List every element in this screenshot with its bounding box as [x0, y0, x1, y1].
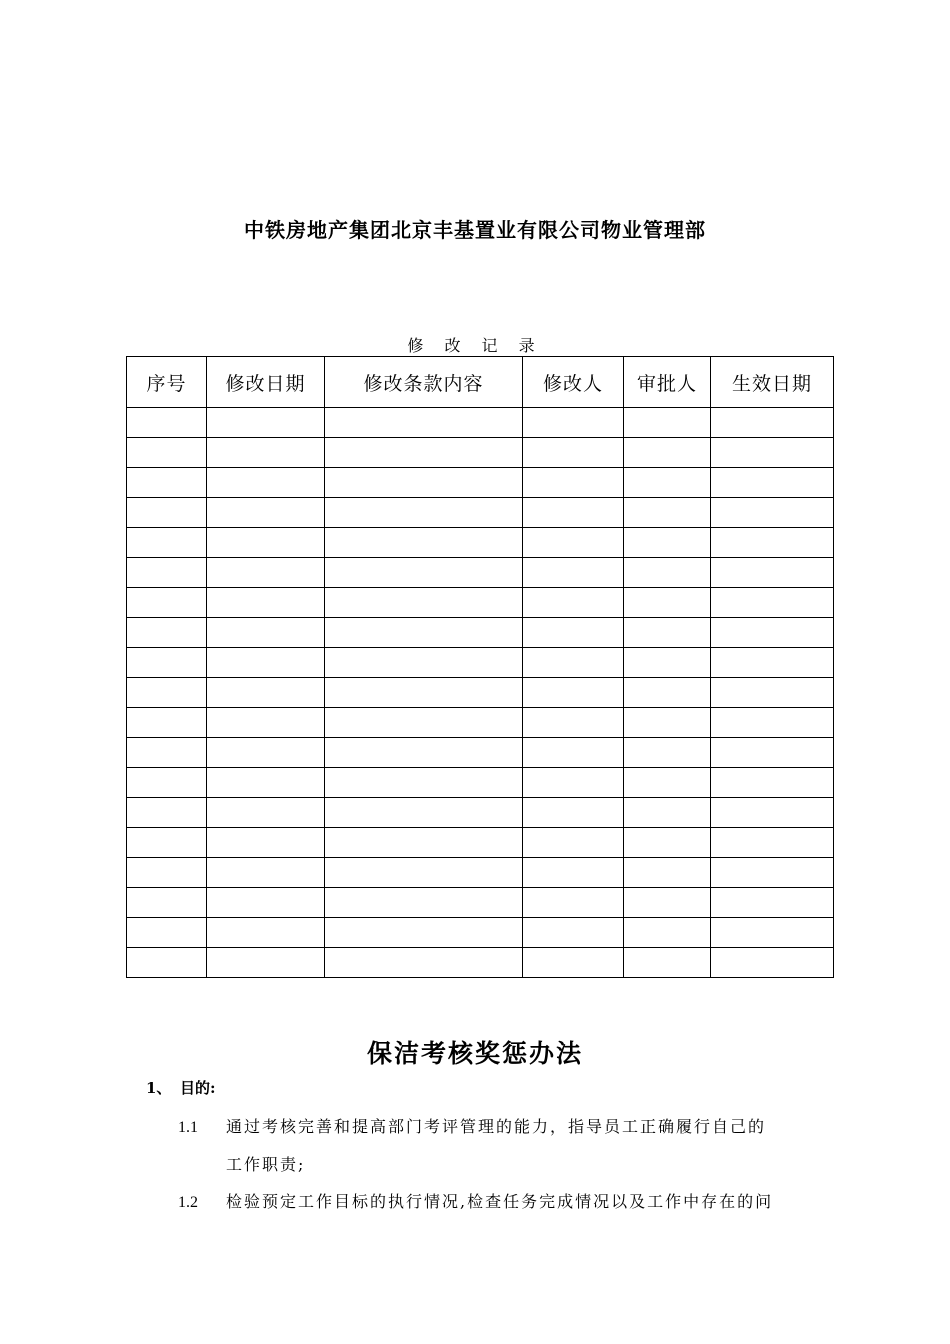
clause-1-1 — [178, 1114, 766, 1137]
table-row — [127, 528, 834, 558]
table-cell — [127, 528, 207, 558]
table-cell — [523, 828, 624, 858]
table-row — [127, 858, 834, 888]
table-row — [127, 588, 834, 618]
table-cell — [624, 738, 711, 768]
table-cell — [127, 708, 207, 738]
table-cell — [325, 408, 523, 438]
table-cell — [127, 828, 207, 858]
table-cell — [207, 828, 325, 858]
table-cell — [711, 708, 834, 738]
table-cell — [127, 948, 207, 978]
clause-text: 通过考核完善和提高部门考评管理的能力，指导员工正确履行自己的 — [226, 1117, 767, 1136]
table-row — [127, 498, 834, 528]
table-cell — [207, 948, 325, 978]
table-cell — [711, 678, 834, 708]
table-cell — [624, 618, 711, 648]
table-cell — [711, 438, 834, 468]
table-cell — [127, 588, 207, 618]
table-cell — [523, 708, 624, 738]
table-cell — [624, 558, 711, 588]
table-cell — [127, 858, 207, 888]
section-number: 1、 — [146, 1079, 172, 1097]
table-row — [127, 678, 834, 708]
header-serial-number: 序号 — [127, 357, 207, 408]
table-cell — [207, 438, 325, 468]
document-title: 保洁考核奖惩办法 — [366, 1039, 583, 1068]
header-approver: 审批人 — [624, 357, 711, 408]
table-cell — [711, 588, 834, 618]
table-cell — [624, 858, 711, 888]
table-cell — [624, 798, 711, 828]
table-cell — [523, 558, 624, 588]
table-cell — [127, 768, 207, 798]
table-cell — [207, 738, 325, 768]
table-row — [127, 738, 834, 768]
table-cell — [624, 948, 711, 978]
table-cell — [523, 438, 624, 468]
table-cell — [127, 888, 207, 918]
table-cell — [523, 678, 624, 708]
table-row — [127, 888, 834, 918]
table-cell — [624, 588, 711, 618]
table-cell — [325, 678, 523, 708]
table-cell — [325, 948, 523, 978]
table-cell — [127, 648, 207, 678]
table-cell — [127, 798, 207, 828]
table-cell — [325, 828, 523, 858]
table-cell — [711, 618, 834, 648]
table-cell — [523, 618, 624, 648]
table-cell — [207, 588, 325, 618]
table-cell — [127, 468, 207, 498]
table-cell — [624, 888, 711, 918]
table-cell — [207, 648, 325, 678]
table-row — [127, 438, 834, 468]
table-cell — [325, 738, 523, 768]
table-cell — [207, 708, 325, 738]
revision-record-caption: 修 改 记 录 — [407, 336, 543, 355]
table-cell — [207, 768, 325, 798]
table-cell — [711, 888, 834, 918]
table-cell — [711, 408, 834, 438]
table-cell — [207, 618, 325, 648]
table-row — [127, 948, 834, 978]
table-cell — [711, 528, 834, 558]
table-cell — [624, 768, 711, 798]
table-cell — [207, 918, 325, 948]
table-cell — [711, 918, 834, 948]
table-cell — [711, 498, 834, 528]
clause-1-1-continuation: 工作职责; — [226, 1155, 306, 1174]
table-cell — [207, 408, 325, 438]
table-cell — [711, 648, 834, 678]
table-cell — [325, 648, 523, 678]
table-cell — [325, 888, 523, 918]
table-cell — [207, 468, 325, 498]
table-cell — [207, 528, 325, 558]
table-cell — [127, 438, 207, 468]
table-cell — [325, 618, 523, 648]
revision-record-table — [126, 356, 834, 978]
clause-number: 1.1 — [178, 1119, 198, 1136]
table-cell — [325, 708, 523, 738]
table-cell — [325, 528, 523, 558]
table-row — [127, 918, 834, 948]
table-row — [127, 798, 834, 828]
table-cell — [523, 888, 624, 918]
table-cell — [325, 468, 523, 498]
table-cell — [325, 588, 523, 618]
table-cell — [325, 558, 523, 588]
table-cell — [325, 858, 523, 888]
table-cell — [523, 738, 624, 768]
table-row — [127, 768, 834, 798]
table-row — [127, 708, 834, 738]
table-cell — [207, 798, 325, 828]
table-cell — [711, 468, 834, 498]
table-cell — [127, 738, 207, 768]
table-cell — [523, 858, 624, 888]
table-cell — [624, 468, 711, 498]
table-cell — [325, 918, 523, 948]
table-cell — [624, 708, 711, 738]
table-cell — [523, 408, 624, 438]
table-cell — [624, 648, 711, 678]
table-cell — [207, 858, 325, 888]
table-cell — [523, 498, 624, 528]
section-1-heading — [146, 1077, 216, 1098]
table-row — [127, 408, 834, 438]
company-title: 中铁房地产集团北京丰基置业有限公司物业管理部 — [244, 218, 706, 242]
header-effective-date: 生效日期 — [711, 357, 834, 408]
table-cell — [711, 738, 834, 768]
clause-text: 检验预定工作目标的执行情况,检查任务完成情况以及工作中存在的问 — [226, 1192, 774, 1211]
table-cell — [711, 858, 834, 888]
table-cell — [207, 498, 325, 528]
table-row — [127, 828, 834, 858]
table-cell — [207, 888, 325, 918]
header-reviser: 修改人 — [523, 357, 624, 408]
table-header-row — [127, 357, 834, 408]
table-cell — [711, 828, 834, 858]
table-cell — [711, 558, 834, 588]
table-cell — [624, 828, 711, 858]
clause-1-2 — [178, 1189, 773, 1212]
table-cell — [127, 918, 207, 948]
table-row — [127, 618, 834, 648]
section-heading-text: 目的: — [180, 1079, 216, 1097]
table-cell — [624, 678, 711, 708]
header-revision-date: 修改日期 — [207, 357, 325, 408]
table-cell — [523, 588, 624, 618]
header-revised-clause: 修改条款内容 — [325, 357, 523, 408]
table-cell — [207, 678, 325, 708]
table-cell — [624, 498, 711, 528]
table-cell — [523, 648, 624, 678]
table-cell — [523, 468, 624, 498]
table-cell — [325, 768, 523, 798]
table-cell — [624, 408, 711, 438]
table-row — [127, 558, 834, 588]
table-cell — [325, 798, 523, 828]
table-cell — [523, 528, 624, 558]
table-row — [127, 648, 834, 678]
table-cell — [207, 558, 325, 588]
table-cell — [325, 498, 523, 528]
table-row — [127, 468, 834, 498]
table-cell — [624, 528, 711, 558]
table-cell — [624, 918, 711, 948]
table-cell — [624, 438, 711, 468]
table-cell — [127, 498, 207, 528]
table-cell — [711, 948, 834, 978]
table-cell — [523, 948, 624, 978]
table-cell — [127, 618, 207, 648]
table-cell — [523, 768, 624, 798]
table-cell — [127, 408, 207, 438]
table-cell — [711, 798, 834, 828]
table-cell — [325, 438, 523, 468]
clause-number: 1.2 — [178, 1194, 198, 1211]
table-cell — [127, 678, 207, 708]
table-cell — [127, 558, 207, 588]
table-cell — [523, 798, 624, 828]
table-cell — [523, 918, 624, 948]
table-cell — [711, 768, 834, 798]
